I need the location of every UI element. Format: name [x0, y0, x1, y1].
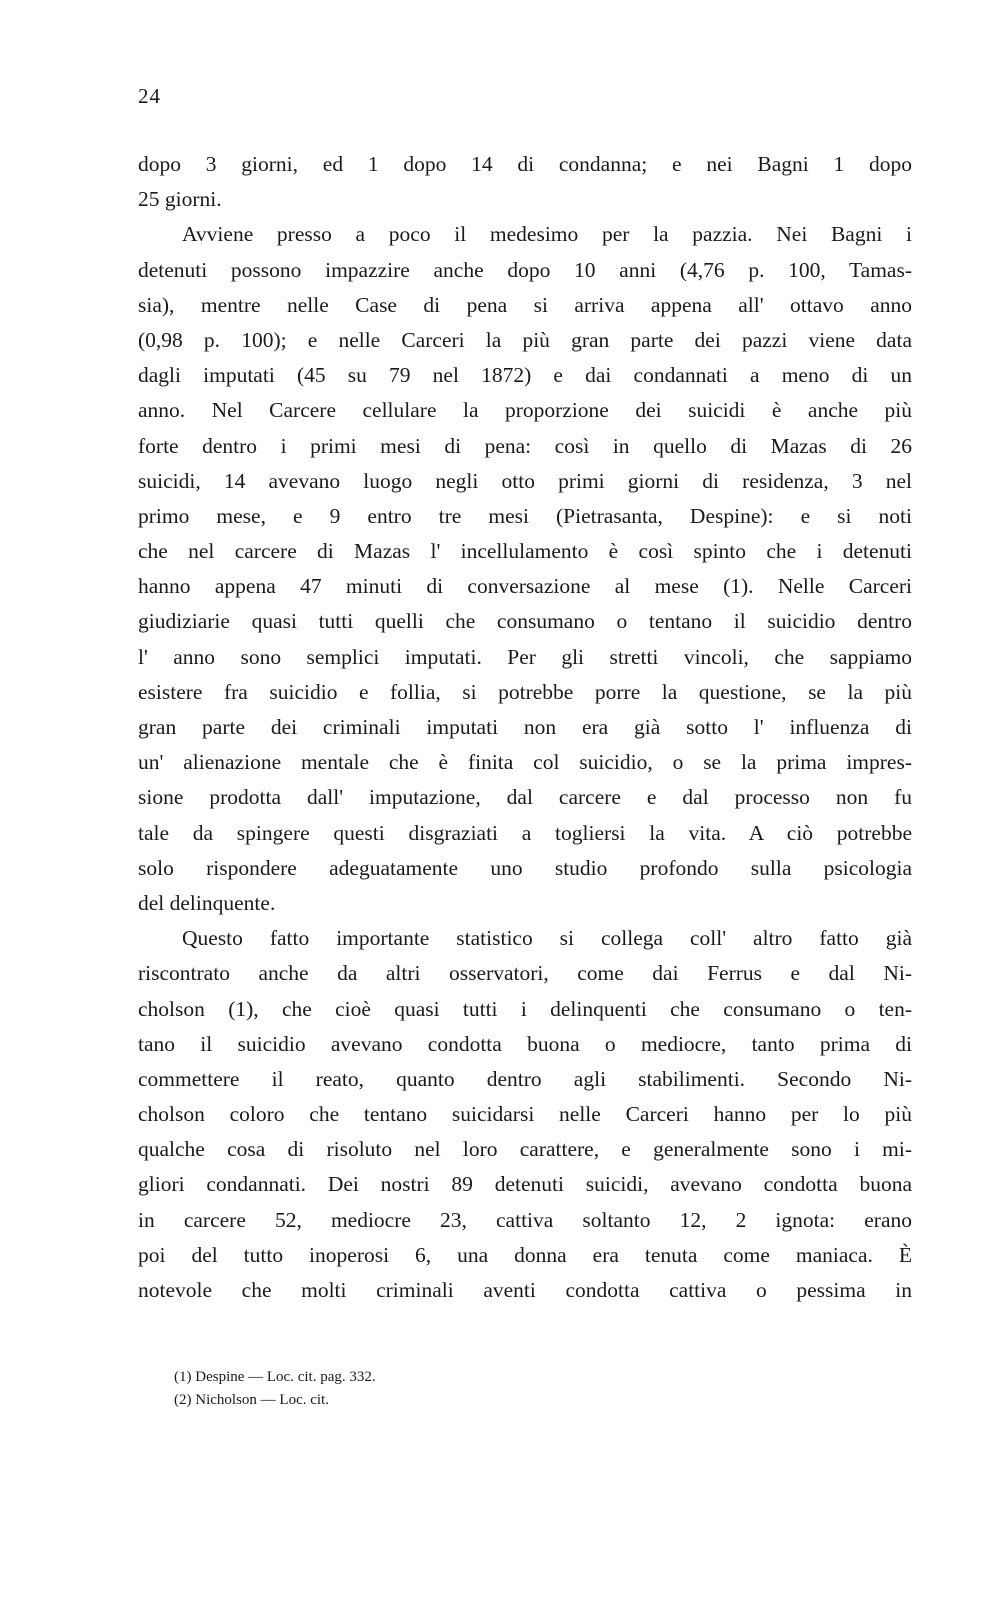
text-line: che nel carcere di Mazas l' incellulamento è così spinto che i detenuti: [138, 539, 912, 564]
text-line: dagli imputati (45 su 79 nel 1872) e dai condannati a meno di un: [138, 363, 912, 388]
text-line: gliori condannati. Dei nostri 89 detenuti suicidi, avevano condotta buona: [138, 1172, 912, 1197]
body-text: [138, 147, 912, 1308]
text-line: Questo fatto importante statistico si collega coll' altro fatto già: [182, 926, 912, 951]
text-line: sia), mentre nelle Case di pena si arriva appena all' ottavo anno: [138, 292, 912, 317]
text-line: Avviene presso a poco il medesimo per la pazzia. Nei Bagni i: [182, 222, 912, 247]
text-line: tale da spingere questi disgraziati a togliersi la vita. A ciò potrebbe: [138, 820, 912, 845]
text-line: cholson (1), che cioè quasi tutti i delinquenti che consumano o ten-: [138, 996, 912, 1021]
text-line: hanno appena 47 minuti di conversazione al mese (1). Nelle Carceri: [138, 574, 912, 599]
text-line: tano il suicidio avevano condotta buona o mediocre, tanto prima di: [138, 1031, 912, 1056]
text-line: riscontrato anche da altri osservatori, come dai Ferrus e dal Ni-: [138, 961, 912, 986]
text-line: l' anno sono semplici imputati. Per gli stretti vincoli, che sappiamo: [138, 644, 912, 669]
text-line: forte dentro i primi mesi di pena: così in quello di Mazas di 26: [138, 433, 912, 458]
text-line: un' alienazione mentale che è finita col suicidio, o se la prima impres-: [138, 750, 912, 775]
text-line: dopo 3 giorni, ed 1 dopo 14 di condanna; e nei Bagni 1 dopo: [138, 152, 912, 176]
text-line: gran parte dei criminali imputati non era già sotto l' influenza di: [138, 715, 912, 739]
text-line: del delinquente.: [138, 890, 276, 915]
text-line: esistere fra suicidio e follia, si potrebbe porre la questione, se la più: [138, 679, 912, 704]
footnote: (2) Nicholson — Loc. cit.: [174, 1392, 329, 1408]
text-line: qualche cosa di risoluto nel loro carattere, e generalmente sono i mi-: [138, 1137, 912, 1162]
text-line: primo mese, e 9 entro tre mesi (Pietrasanta, Despine): e si noti: [138, 503, 912, 528]
text-line: detenuti possono impazzire anche dopo 10 anni (4,76 p. 100, Tamas-: [138, 257, 912, 282]
text-line: solo rispondere adeguatamente uno studio profondo sulla psicologia: [138, 855, 912, 880]
text-line: notevole che molti criminali aventi condotta cattiva o pessima in: [138, 1278, 912, 1302]
text-line: in carcere 52, mediocre 23, cattiva soltanto 12, 2 ignota: erano: [138, 1207, 912, 1232]
text-line: commettere il reato, quanto dentro agli stabilimenti. Secondo Ni-: [138, 1066, 912, 1091]
text-line: anno. Nel Carcere cellulare la proporzione dei suicidi è anche più: [138, 398, 912, 423]
footnote: (1) Despine — Loc. cit. pag. 332.: [174, 1369, 376, 1385]
footnotes: [174, 1366, 674, 1412]
text-line: poi del tutto inoperosi 6, una donna era tenuta come maniaca. È: [138, 1242, 912, 1267]
text-line: (0,98 p. 100); e nelle Carceri la più gran parte dei pazzi viene data: [138, 327, 912, 352]
page-number: 24: [138, 84, 161, 108]
text-line: cholson coloro che tentano suicidarsi nelle Carceri hanno per lo più: [138, 1102, 912, 1127]
text-line: giudiziarie quasi tutti quelli che consumano o tentano il suicidio dentro: [138, 609, 912, 634]
text-line: 25 giorni.: [138, 187, 222, 212]
text-line: sione prodotta dall' imputazione, dal carcere e dal processo non fu: [138, 785, 912, 810]
text-line: suicidi, 14 avevano luogo negli otto primi giorni di residenza, 3 nel: [138, 468, 912, 493]
